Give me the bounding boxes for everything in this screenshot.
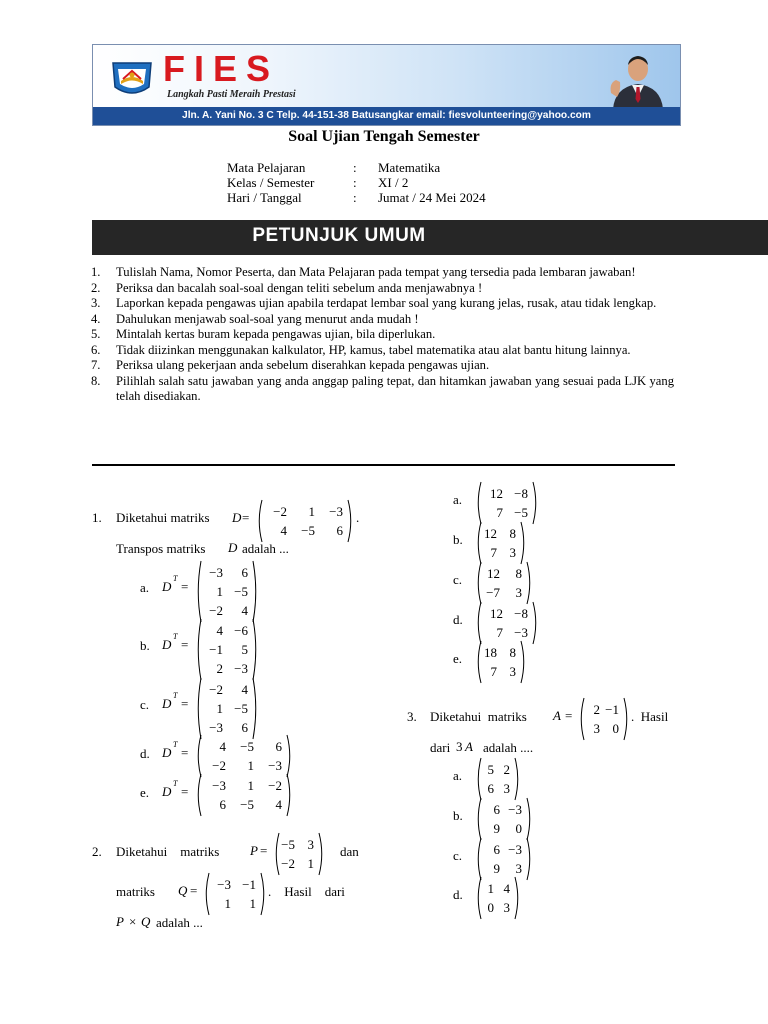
left-paren [581,698,584,740]
matrix-cell: 8 [515,566,522,581]
matrix-cell: 6 [493,842,500,857]
left-paren [478,641,481,683]
right-paren [527,798,530,840]
right-paren [624,698,627,740]
list-item [91,265,674,281]
right-paren [527,562,530,604]
option-matrix[interactable] [475,876,521,924]
matrix-svg [475,561,533,605]
matrix-variable: Q [178,883,188,898]
times-sign: × [129,914,137,929]
list-number: 7. [91,358,101,372]
matrix-cell: 4 [280,523,287,538]
superscript: T [173,740,178,749]
matrix-cell: −2 [268,778,282,793]
matrix-cell: 1 [247,758,254,773]
question-number: 3. [407,709,417,724]
meta-colon: : [353,190,357,205]
matrix-cell: 12 [490,486,503,501]
page-title: Soal Ujian Tengah Semester [288,128,480,145]
matrix-cell: −7 [486,585,500,600]
option-letter[interactable]: a. [140,580,150,595]
matrix-cell: 3 [503,900,510,915]
list-number: 3. [91,296,101,310]
matrix-cell: 1 [216,584,223,599]
matrix-variable: Q [141,914,151,929]
contact-info: Jln. A. Yani No. 3 C Telp. 44-151-38 Batusangkar email: fiesvolunteering@yahoo.com [182,110,591,121]
option-letter[interactable]: b. [453,808,463,823]
matrix-variable: A [553,708,561,723]
brand-name: FIES [163,48,280,89]
left-paren [259,500,262,542]
list-item [91,374,674,405]
option-letter[interactable]: a. [453,492,463,507]
equals-sign: = [181,579,189,594]
matrix-svg [475,481,539,525]
option-matrix[interactable] [195,618,259,685]
question-text: dari [430,740,451,755]
right-paren [287,735,290,777]
matrix-cell: 3 [515,585,522,600]
matrix-svg [273,832,325,876]
matrix-cell: 3 [509,545,516,560]
matrix-cell: −3 [508,802,522,817]
equals-sign: = [190,883,198,898]
list-text: Tidak diizinkan menggunakan kalkulator, HP, kamus, tabel matematika atau alat bantu hitung lainnya. [116,342,631,357]
matrix-cell: −2 [209,603,223,618]
matrix-cell: 1 [308,504,315,519]
matrix-svg [256,499,354,543]
matrix-cell: 6 [336,523,343,538]
meta-label: Mata Pelajaran [227,160,306,175]
matrix-cell: 6 [241,565,248,580]
matrix-cell: 3 [307,837,314,852]
matrix-cell: 2 [503,762,510,777]
option-letter[interactable]: e. [453,651,463,666]
matrix-cell: 3 [509,664,516,679]
left-paren [478,482,481,524]
superscript: T [173,632,178,641]
equals-sign: = [181,745,189,760]
meta-label: Hari / Tanggal [227,190,302,205]
matrix-cell: 7 [490,664,497,679]
right-paren [521,641,524,683]
matrix-cell: −5 [240,739,254,754]
matrix-cell: −5 [281,837,295,852]
list-item [91,281,674,297]
school-logo-icon [109,57,155,99]
option-letter[interactable]: c. [453,572,463,587]
matrix-cell: 0 [515,821,522,836]
matrix-cell: −3 [329,504,343,519]
superscript: T [173,691,178,700]
option-matrix[interactable] [195,773,293,821]
right-paren [521,522,524,564]
left-paren [478,758,481,800]
equals-sign: = [260,843,268,858]
list-number: 6. [91,342,101,357]
matrix-svg [475,640,527,684]
matrix-cell: −5 [234,701,248,716]
list-number: 2. [91,280,101,295]
matrix-cell: 6 [493,802,500,817]
matrix-cell: −5 [234,584,248,599]
list-text: Mintalah kertas buram kepada pengawas ujian, bila diperlukan. [116,327,436,341]
matrix-cell: 12 [484,526,497,541]
header-banner [92,44,681,126]
list-text: Laporkan kepada pengawas ujian apabila terdapat lembar soal yang kurang jelas, rusak, atau tidak lengkap. [116,296,657,310]
right-paren [253,619,256,680]
left-paren [478,602,481,644]
question-text: . Hasil dari [268,884,345,899]
option-letter[interactable]: b. [453,532,463,547]
matrix-cell: −3 [209,565,223,580]
instructions-list [91,265,674,405]
matrix-svg [475,797,533,841]
question-text: Diketahui matriks [116,844,220,859]
right-paren [261,873,264,915]
list-item [91,343,674,359]
coefficient: 3 [456,739,463,754]
matrix-svg [578,697,630,741]
meta-colon: : [353,160,357,175]
matrix-variable: D [232,510,242,525]
question-text: dan [340,844,359,859]
superscript: T [173,574,178,583]
matrix-cell: 4 [219,739,226,754]
matrix-cell: 1 [487,881,494,896]
option-letter[interactable]: d. [453,887,463,902]
matrix-cell: −3 [217,877,231,892]
matrix-svg [195,773,293,817]
meta-value: XI / 2 [378,175,409,190]
left-paren [478,522,481,564]
matrix-cell: 9 [493,821,500,836]
matrix-cell: 7 [496,625,503,640]
matrix-cell: −3 [514,625,528,640]
right-paren [527,838,530,880]
list-text: Tulislah Nama, Nomor Peserta, dan Mata Pelajaran pada tempat yang tersedia pada lembaran jawaban! [116,265,636,279]
list-item [91,296,674,312]
left-paren [478,838,481,880]
matrix-cell: 5 [241,642,248,657]
option-lhs: D [162,745,172,760]
matrix-cell: 2 [593,702,600,717]
matrix-cell: 3 [593,721,600,736]
matrix-cell: 8 [509,645,516,660]
left-paren [478,798,481,840]
matrix-cell: 6 [487,781,494,796]
option-matrix[interactable] [195,560,259,627]
question-text: . Hasil [631,709,669,724]
matrix-svg [475,837,533,881]
person-photo-icon [607,47,669,109]
option-letter[interactable]: d. [140,746,150,761]
matrix-variable: P [250,843,258,858]
matrix-cell: −3 [212,778,226,793]
matrix-cell: 7 [490,545,497,560]
list-text: Dahulukan menjawab soal-soal yang menurut anda mudah ! [116,311,419,326]
matrix-cell: 0 [487,900,494,915]
left-paren [276,833,279,875]
matrix-cell: −6 [234,623,248,638]
left-paren [198,619,201,680]
superscript: T [173,779,178,788]
option-letter[interactable]: c. [140,697,150,712]
left-paren [198,678,201,739]
right-paren [533,602,536,644]
right-paren [533,482,536,524]
matrix-cell: −2 [273,504,287,519]
matrix-cell: −8 [514,486,528,501]
matrix-cell: −1 [242,877,256,892]
matrix-cell: 8 [509,526,516,541]
matrix-cell: 4 [241,682,248,697]
matrix-cell: −1 [209,642,223,657]
matrix-cell: 9 [493,861,500,876]
left-paren [198,561,201,622]
matrix-cell: 1 [249,896,256,911]
matrix-svg [475,521,527,565]
matrix-variable: A [465,739,473,754]
question-text: Diketahui matriks [116,510,210,525]
matrix-cell: 7 [496,505,503,520]
matrix-cell: 12 [490,606,503,621]
option-lhs: D [162,696,172,711]
matrix-svg [475,757,521,801]
question-text: Diketahui matriks [430,709,527,724]
left-paren [478,562,481,604]
matrix-cell: −3 [209,720,223,735]
list-text: Periksa dan bacalah soal-soal dengan teliti sebelum anda menjawabnya ! [116,280,483,295]
matrix-cell: 6 [241,720,248,735]
option-lhs: D [162,579,172,594]
option-letter[interactable]: c. [453,848,463,863]
matrix-cell: −2 [209,682,223,697]
left-paren [478,877,481,919]
matrix-p [273,832,325,880]
matrix-cell: 18 [484,645,497,660]
matrix-cell: −2 [212,758,226,773]
matrix-cell: 5 [487,762,494,777]
matrix-cell: 3 [503,781,510,796]
list-item [91,327,674,343]
equals-sign: = [181,784,189,799]
matrix-cell: −1 [605,702,619,717]
left-paren [198,774,201,816]
right-paren [253,561,256,622]
list-number: 5. [91,327,101,341]
matrix-cell: 0 [612,721,619,736]
matrix-cell: 12 [487,566,500,581]
option-letter[interactable]: d. [453,612,463,627]
meta-value: Jumat / 24 Mei 2024 [378,190,486,205]
equals-sign: = [181,637,189,652]
list-item [91,312,674,328]
list-item [91,358,674,374]
list-text: Pilihlah salah satu jawaban yang anda anggap paling tepat, dan hitamkan jawaban yang sesuai pada LJK yang telah disediakan. [116,373,674,403]
matrix-cell: −2 [281,856,295,871]
matrix-d [256,499,354,547]
right-paren [253,678,256,739]
question-number: 2. [92,844,102,859]
matrix-cell: 1 [307,856,314,871]
left-paren [206,873,209,915]
right-paren [287,774,290,816]
list-number: 1. [91,265,101,279]
matrix-variable: P [116,914,124,929]
section-divider [92,464,675,466]
question-text: Transpos matriks [116,541,206,556]
matrix-cell: 4 [503,881,510,896]
option-letter[interactable]: e. [140,785,150,800]
option-lhs: D [162,637,172,652]
meta-colon: : [353,175,357,190]
matrix-cell: −8 [514,606,528,621]
left-paren [198,735,201,777]
matrix-svg [195,618,259,681]
equals-sign: = [181,696,189,711]
matrix-cell: 4 [216,623,223,638]
question-text: adalah ... [156,915,203,930]
matrix-cell: −5 [240,797,254,812]
matrix-cell: −5 [301,523,315,538]
instructions-title: PETUNJUK UMUM [252,225,426,246]
equals-sign: = [565,708,573,723]
matrix-cell: −3 [234,661,248,676]
right-paren [515,877,518,919]
matrix-svg [203,872,267,916]
matrix-cell: 4 [241,603,248,618]
matrix-cell: 1 [216,701,223,716]
option-matrix[interactable] [475,640,527,688]
matrix-cell: 6 [275,739,282,754]
option-letter[interactable]: b. [140,638,150,653]
matrix-cell: −3 [268,758,282,773]
meta-label: Kelas / Semester [227,175,315,190]
matrix-a [578,697,630,745]
right-paren [515,758,518,800]
matrix-cell: 2 [216,661,223,676]
matrix-svg [475,601,539,645]
right-paren [348,500,351,542]
matrix-cell: −3 [508,842,522,857]
brand-tagline: Langkah Pasti Meraih Prestasi [167,89,296,100]
list-number: 4. [91,311,101,326]
meta-value: Matematika [378,160,441,175]
right-paren [319,833,322,875]
option-letter[interactable]: a. [453,768,463,783]
matrix-cell: 3 [515,861,522,876]
question-number: 1. [92,510,102,525]
matrix-cell: 1 [224,896,231,911]
list-number: 8. [91,373,101,388]
matrix-svg [195,560,259,623]
matrix-svg [195,734,293,778]
matrix-q [203,872,267,920]
matrix-variable: D [228,540,238,555]
question-text: matriks [116,884,155,899]
matrix-cell: 6 [219,797,226,812]
punctuation: . [356,510,360,525]
equals-sign: = [242,510,250,525]
matrix-cell: 1 [247,778,254,793]
matrix-cell: −5 [514,505,528,520]
question-text: adalah ... [242,541,289,556]
question-text: adalah .... [483,740,534,755]
matrix-svg [195,677,259,740]
matrix-svg [475,876,521,920]
matrix-cell: 4 [275,797,282,812]
list-text: Periksa ulang pekerjaan anda sebelum diserahkan kepada pengawas ujian. [116,358,490,372]
option-lhs: D [162,784,172,799]
